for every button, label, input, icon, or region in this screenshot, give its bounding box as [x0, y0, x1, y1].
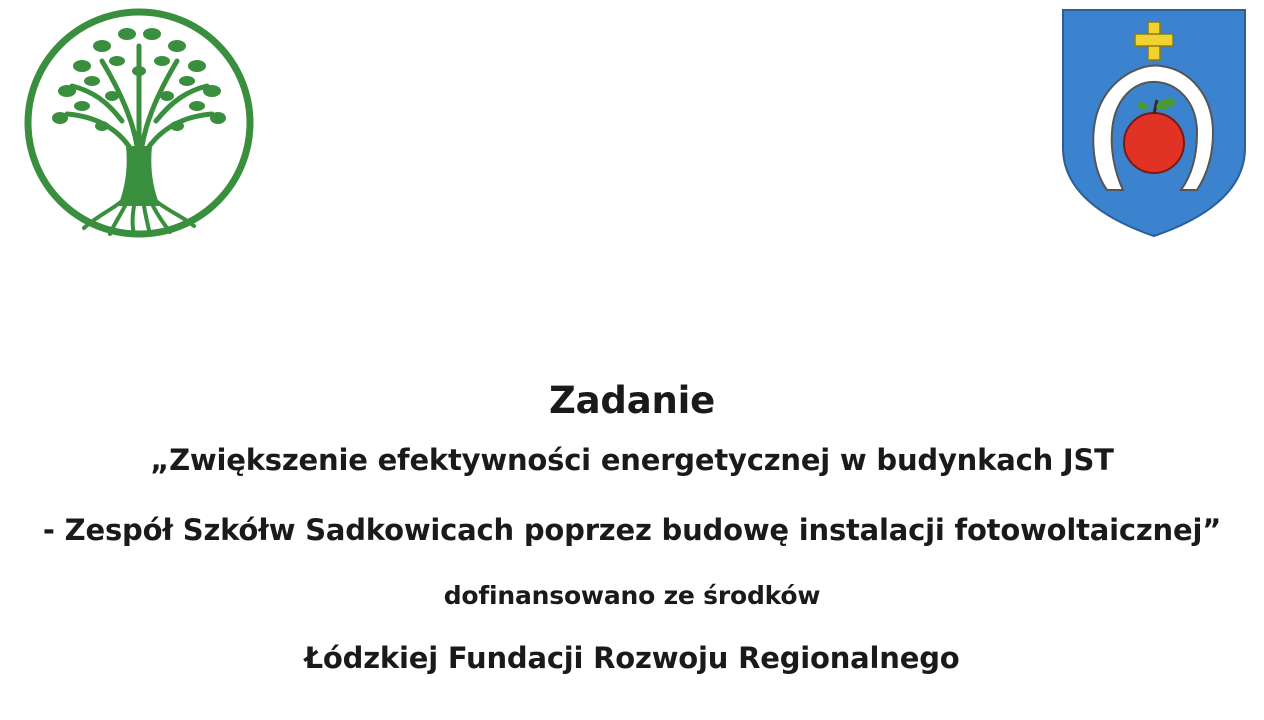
coat-of-arms-logo: [1061, 8, 1247, 238]
funder-name: Łódzkiej Fundacji Rozwoju Regionalnego: [304, 641, 960, 675]
coat-of-arms-icon: [1061, 8, 1247, 238]
tree-of-life-icon: [22, 6, 256, 240]
announcement: [0, 372, 1264, 680]
task-line-1: „Zwiększenie efektywności energetycznej w budynkach JST: [150, 443, 1114, 477]
funding-line: dofinansowano ze środków: [443, 581, 821, 610]
tree-of-life-logo: [22, 6, 256, 240]
task-line-2: - Zespół Szkółw Sadkowicach poprzez budowę instalacji fotowoltaicznej”: [42, 513, 1222, 547]
page-title: Zadanie: [549, 379, 715, 422]
